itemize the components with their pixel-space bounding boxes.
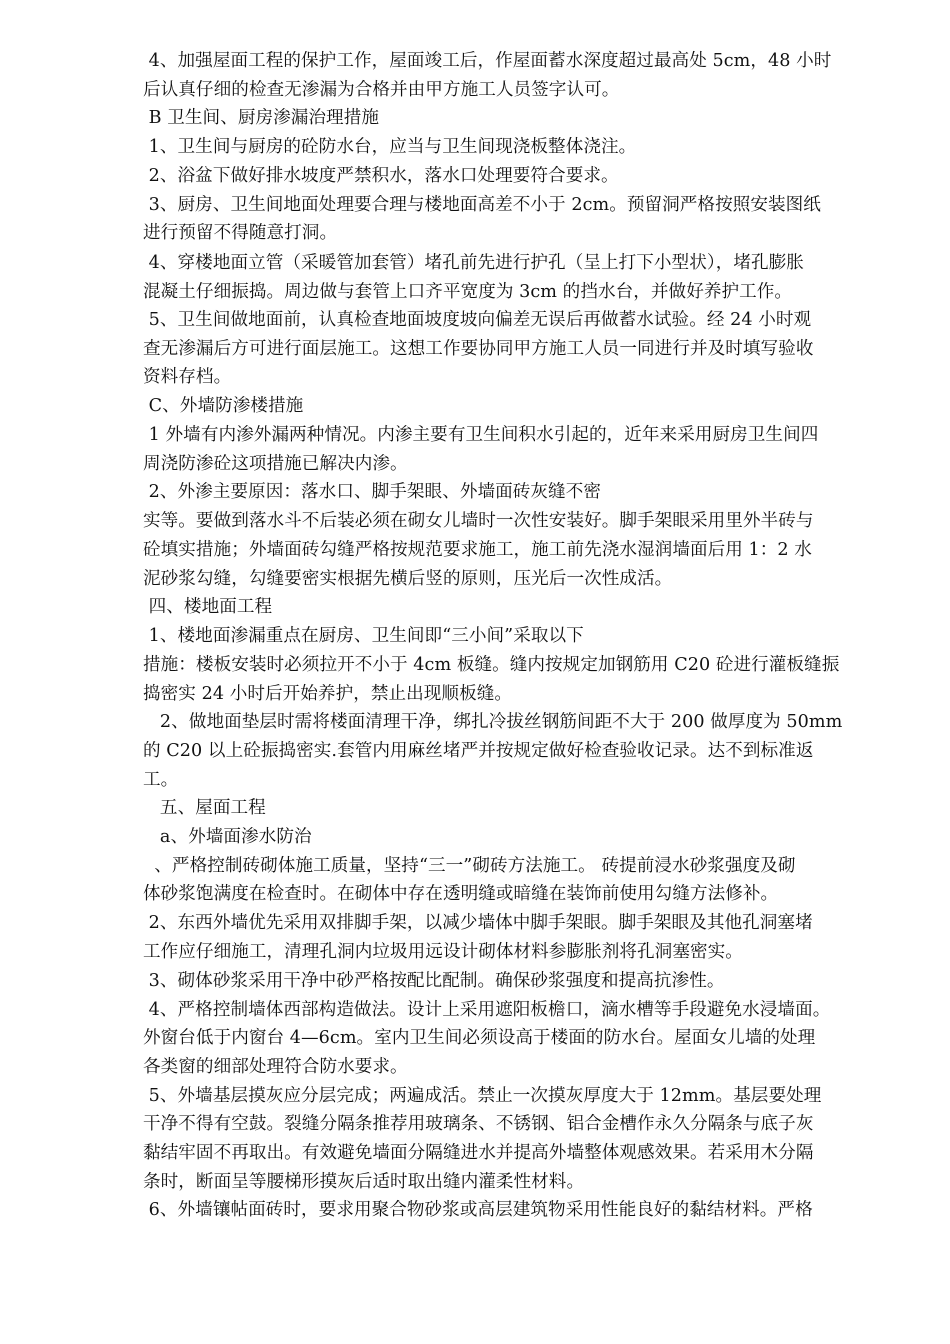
section-heading: B 卫生间、厨房渗漏治理措施 bbox=[143, 108, 379, 128]
text-line: 3、厨房、卫生间地面处理要合理与楼地面高差不小于 2cm。预留洞严格按照安装图纸 bbox=[143, 195, 821, 215]
subsection-heading: a、外墙面渗水防治 bbox=[143, 827, 312, 847]
text-line: 外窗台低于内窗台 4—6cm。室内卫生间必须设高于楼面的防水台。屋面女儿墙的处理 bbox=[143, 1028, 816, 1048]
text-line: 2、东西外墙优先采用双排脚手架，以减少墙体中脚手架眼。脚手架眼及其他孔洞塞堵 bbox=[143, 913, 813, 933]
text-line: 2、外渗主要原因：落水口、脚手架眼、外墙面砖灰缝不密 bbox=[143, 482, 601, 502]
text-line: 进行预留不得随意打洞。 bbox=[143, 223, 338, 243]
text-line: 的 C20 以上砼振捣密实.套管内用麻丝堵严并按规定做好检查验收记录。达不到标准返 bbox=[143, 741, 814, 761]
text-line: 1、楼地面渗漏重点在厨房、卫生间即“三小间”采取以下 bbox=[143, 626, 584, 646]
text-line: 实等。要做到落水斗不后装必须在砌女儿墙时一次性安装好。脚手架眼采用里外半砖与 bbox=[143, 511, 814, 531]
text-line: 工作应仔细施工，清理孔洞内垃圾用远设计砌体材料参膨胀剂将孔洞塞密实。 bbox=[143, 942, 743, 962]
text-line: 砼填实措施；外墙面砖勾缝严格按规范要求施工，施工前先浇水湿润墙面后用 1：2 水 bbox=[143, 540, 812, 560]
text-line: 资料存档。 bbox=[143, 367, 232, 387]
section-heading: 五、屋面工程 bbox=[143, 798, 266, 818]
text-line: 工。 bbox=[143, 770, 179, 790]
text-line: 6、外墙镶帖面砖时，要求用聚合物砂浆或高层建筑物采用性能良好的黏结材料。严格 bbox=[143, 1200, 813, 1220]
text-line: 3、砌体砂浆采用干净中砂严格按配比配制。确保砂浆强度和提高抗渗性。 bbox=[143, 971, 725, 991]
text-line: 黏结牢固不再取出。有效避免墙面分隔缝进水并提高外墙整体观感效果。若采用木分隔 bbox=[143, 1143, 814, 1163]
section-heading: C、外墙防渗楼措施 bbox=[143, 396, 304, 416]
text-line: 后认真仔细的检查无渗漏为合格并由甲方施工人员签字认可。 bbox=[143, 80, 620, 100]
text-line: 周浇防渗砼这项措施已解决内渗。 bbox=[143, 454, 408, 474]
text-line: 5、外墙基层摸灰应分层完成；两遍成活。禁止一次摸灰厚度大于 12mm。基层要处理 bbox=[143, 1086, 822, 1106]
text-line: 4、严格控制墙体西部构造做法。设计上采用遮阳板檐口，滴水槽等手段避免水浸墙面。 bbox=[143, 1000, 831, 1020]
text-line: 1、卫生间与厨房的砼防水台，应当与卫生间现浇板整体浇注。 bbox=[143, 137, 637, 157]
text-line: 各类窗的细部处理符合防水要求。 bbox=[143, 1057, 408, 1077]
text-line: 2、浴盆下做好排水坡度严禁积水，落水口处理要符合要求。 bbox=[143, 166, 619, 186]
text-line: 4、加强屋面工程的保护工作，屋面竣工后，作屋面蓄水深度超过最高处 5cm，48 小时 bbox=[143, 51, 832, 71]
text-line: 措施：楼板安装时必须拉开不小于 4cm 板缝。缝内按规定加钢筋用 C20 砼进行灌板缝振 bbox=[143, 655, 840, 675]
text-line: 4、穿楼地面立管（采暖管加套管）堵孔前先进行护孔（呈上打下小型状），堵孔膨胀 bbox=[143, 253, 804, 273]
text-line: 体砂浆饱满度在检查时。在砌体中存在透明缝或暗缝在装饰前使用勾缝方法修补。 bbox=[143, 884, 779, 904]
text-line: 条时，断面呈等腰梯形摸灰后适时取出缝内灌柔性材料。 bbox=[143, 1172, 585, 1192]
text-line: 、严格控制砖砌体施工质量，坚持“三一”砌砖方法施工。 砖提前浸水砂浆强度及砌 bbox=[143, 856, 796, 876]
section-heading: 四、楼地面工程 bbox=[143, 597, 273, 617]
text-line: 查无渗漏后方可进行面层施工。这想工作要协同甲方施工人员一同进行并及时填写验收 bbox=[143, 339, 814, 359]
text-line: 混凝土仔细振捣。周边做与套管上口齐平宽度为 3cm 的挡水台，并做好养护工作。 bbox=[143, 282, 793, 302]
text-line: 捣密实 24 小时后开始养护，禁止出现顺板缝。 bbox=[143, 684, 513, 704]
text-line: 泥砂浆勾缝，勾缝要密实根据先横后竖的原则，压光后一次性成活。 bbox=[143, 569, 673, 589]
text-line: 干净不得有空鼓。裂缝分隔条推荐用玻璃条、不锈钢、铝合金槽作永久分隔条与底子灰 bbox=[143, 1114, 814, 1134]
text-line: 1 外墙有内渗外漏两种情况。内渗主要有卫生间积水引起的，近年来采用厨房卫生间四 bbox=[143, 425, 819, 445]
text-line: 2、做地面垫层时需将楼面清理干净，绑扎冷拔丝钢筋间距不大于 200 做厚度为 50mm bbox=[143, 712, 843, 732]
text-line: 5、卫生间做地面前，认真检查地面坡度坡向偏差无误后再做蓄水试验。经 24 小时观 bbox=[143, 310, 812, 330]
